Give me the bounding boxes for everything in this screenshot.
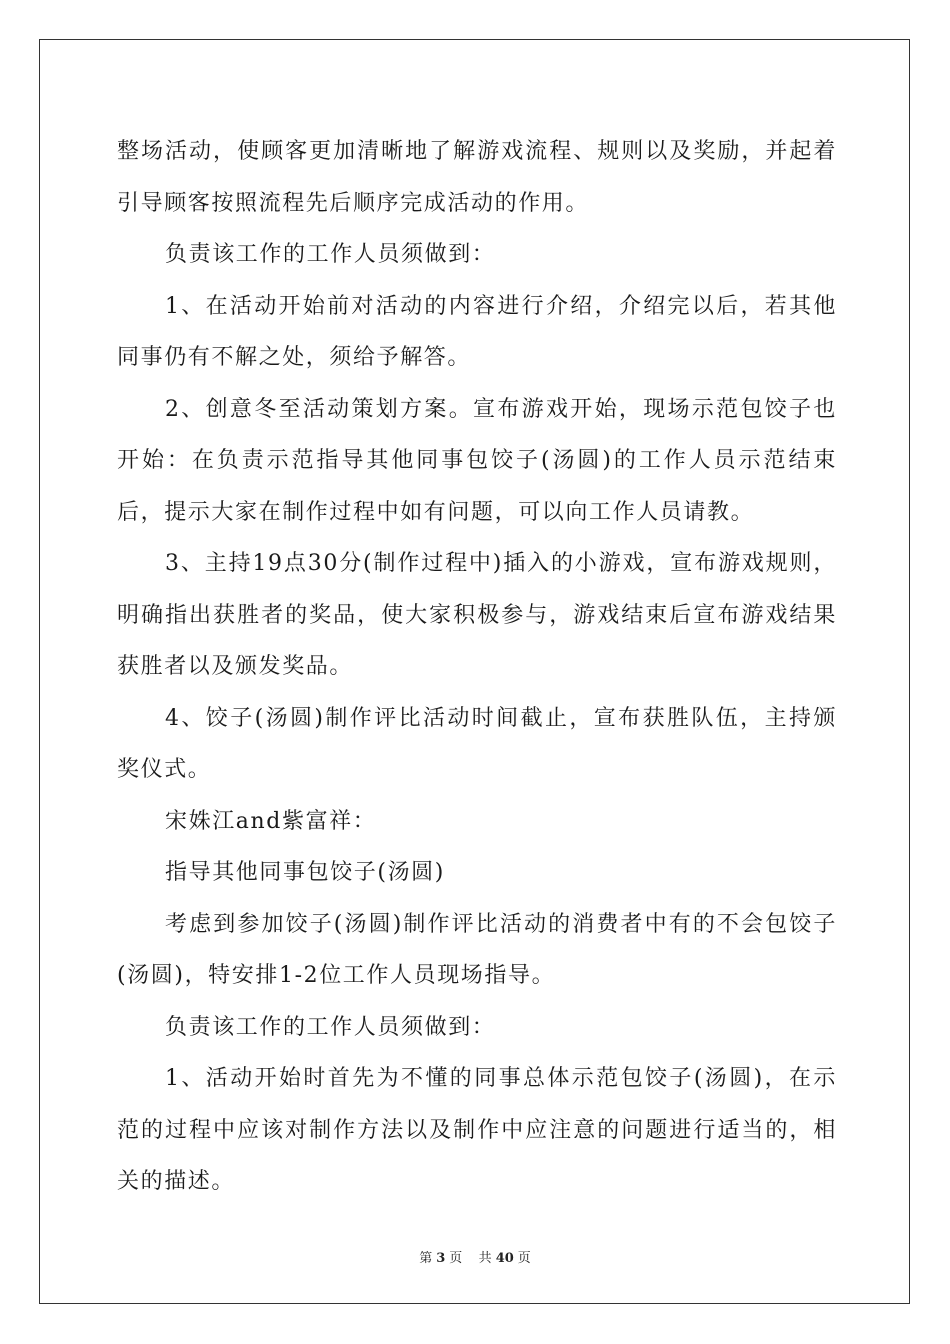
page-number-prefix: 第 [419, 1251, 433, 1266]
paragraph: 考虑到参加饺子(汤圆)制作评比活动的消费者中有的不会包饺子(汤圆)，特安排1-2位工作人员现场指导。 [117, 911, 837, 988]
paragraph: 3、主持19点30分(制作过程中)插入的小游戏，宣布游戏规则，明确指出获胜者的奖品，使大家积极参与，游戏结束后宣布游戏结果获胜者以及颁发奖品。 [117, 551, 837, 679]
document-body [117, 126, 837, 1208]
paragraph: 负责该工作的工作人员须做到： [165, 242, 496, 267]
page-total: 40 [495, 1251, 514, 1266]
page-footer [0, 1247, 950, 1266]
paragraph: 1、在活动开始前对活动的内容进行介绍，介绍完以后，若其他同事仍有不解之处，须给予解答。 [117, 293, 837, 370]
page-total-suffix: 页 [517, 1251, 531, 1266]
paragraph: 4、饺子(汤圆)制作评比活动时间截止，宣布获胜队伍，主持颁奖仪式。 [117, 705, 837, 782]
paragraph: 宋姝江and紫富祥： [165, 808, 377, 834]
paragraph: 整场活动，使顾客更加清晰地了解游戏流程、规则以及奖励，并起着引导顾客按照流程先后顺序完成活动的作用。 [117, 139, 837, 216]
paragraph: 1、活动开始时首先为不懂的同事总体示范包饺子(汤圆)，在示范的过程中应该对制作方法以及制作中应注意的问题进行适当的，相关的描述。 [117, 1066, 837, 1194]
paragraph: 2、创意冬至活动策划方案。宣布游戏开始，现场示范包饺子也开始：在负责示范指导其他同事包饺子(汤圆)的工作人员示范结束后，提示大家在制作过程中如有问题，可以向工作人员请教。 [117, 396, 837, 525]
paragraph: 指导其他同事包饺子(汤圆) [165, 860, 445, 885]
page-number-suffix: 页 [449, 1251, 463, 1266]
paragraph: 负责该工作的工作人员须做到： [165, 1014, 496, 1040]
page-number-current: 3 [436, 1251, 446, 1266]
page-total-prefix: 共 [478, 1251, 492, 1266]
